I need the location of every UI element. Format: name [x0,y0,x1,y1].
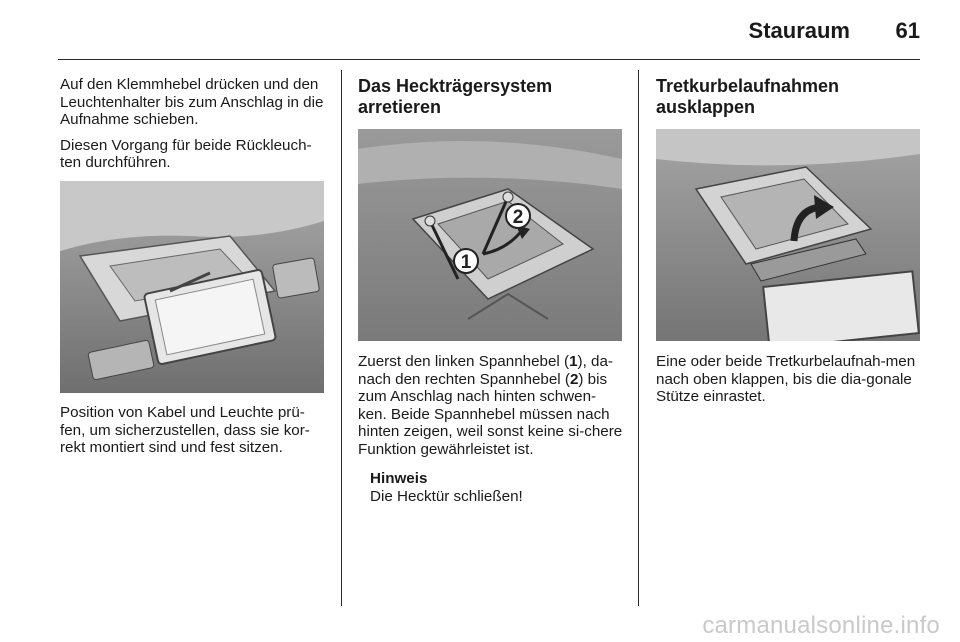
callout-2-label: 2 [512,207,524,228]
column-3 [656,76,922,118]
column-1-caption-block [60,404,326,465]
lever-text-part-c: ) bis zum Anschlag nach hinten schwen-ken. Beide Spannhebel müssen nach hinten zeigen, weil sonst keine si-chere Funktion gewährleistet ist. [358,370,623,458]
watermark-text: carmanualsonline.info [702,612,940,639]
instruction-paragraph-1: Auf den Klemmhebel drücken und den Leuchtenhalter bis zum Anschlag in die Aufnahme schieben. [60,76,324,128]
column-2-text-block [358,353,624,505]
figure-light-holder [60,181,324,393]
column-2 [358,76,624,118]
figure-pedal-holders-illustration [656,129,920,341]
figure-caption: Position von Kabel und Leuchte prü-fen, um sicherzustellen, dass sie kor-rekt montiert sind und fest sitzen. [60,404,310,456]
section-heading-lock-system: Das Heckträgersystem arretieren [358,76,553,117]
figure-light-holder-illustration [60,181,324,393]
column-3-text-block [656,353,922,414]
column-divider-2 [638,70,639,606]
lever-ref-2: 2 [569,370,579,388]
lever-text-part-a: Zuerst den linken Spannhebel ( [358,353,570,370]
figure-pedal-holders [656,129,920,341]
header-divider [58,59,920,60]
lever-text-part-b: ), da-nach den rechten Spannhebel ( [358,353,613,388]
page-header-title: Stauraum [748,18,850,43]
figure-tension-levers-illustration [358,129,622,341]
note-box [370,470,624,505]
note-title: Hinweis [370,470,428,487]
lever-ref-1: 1 [569,353,578,370]
column-1 [60,76,326,180]
note-text: Die Hecktür schließen! [370,487,523,505]
instruction-paragraph-2: Diesen Vorgang für beide Rückleuch-ten durchführen. [60,136,312,171]
pedal-holder-instruction: Eine oder beide Tretkurbelaufnah-men nach oben klappen, bis die dia-gonale Stütze einrastet. [656,353,916,405]
section-heading-pedal-holders: Tretkurbelaufnahmen ausklappen [656,76,840,117]
callout-1-label: 1 [460,252,472,273]
column-divider-1 [341,70,342,606]
figure-tension-levers [358,129,622,341]
page-number: 61 [895,18,920,43]
lever-instruction-paragraph [358,353,624,458]
